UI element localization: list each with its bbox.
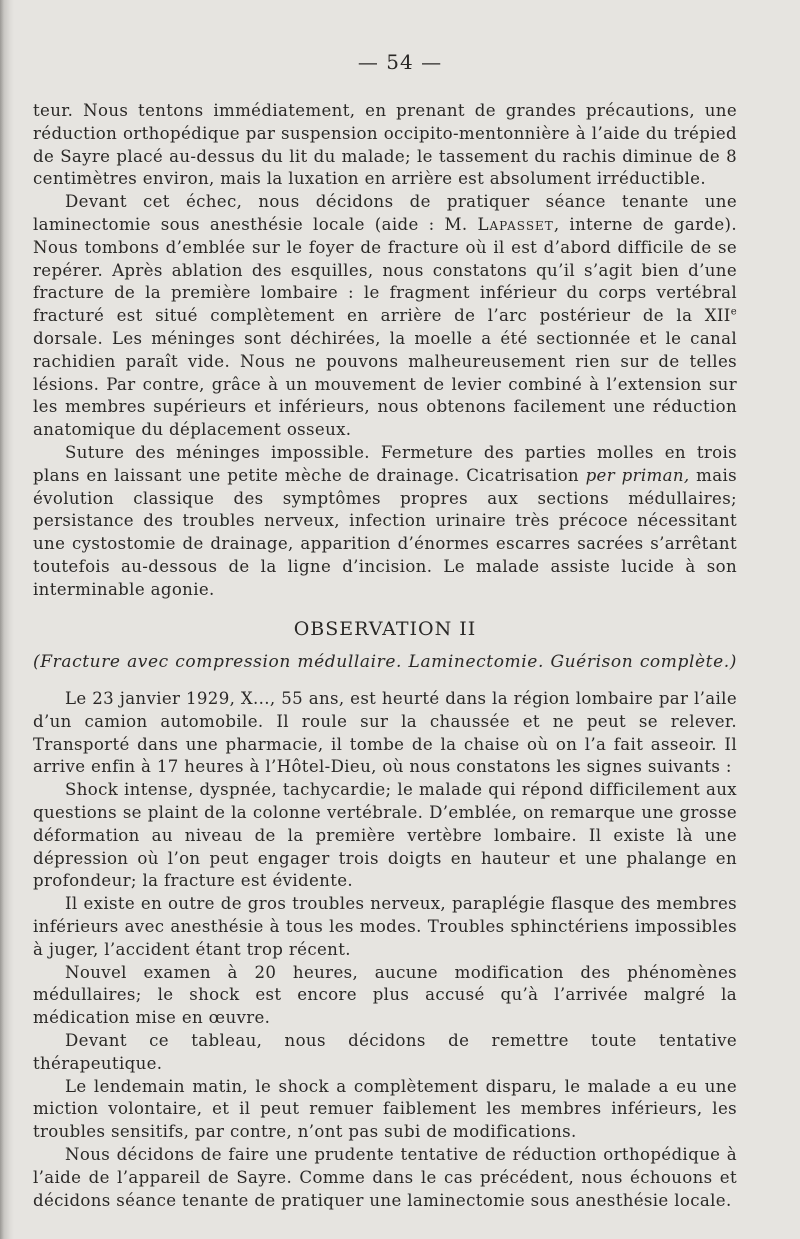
page-number: — 54 —: [357, 50, 443, 74]
latin-term: per priman,: [585, 465, 690, 485]
paragraph: Il existe en outre de gros troubles nerveux, paraplégie flasque des membres inférieurs avec anesthésie à tous les modes. Troubles sphinctériens impossibles à juger, l’accident étant trop récent.: [33, 894, 737, 959]
paragraph: teur. Nous tentons immédiatement, en prenant de grandes précautions, une réduction orthopédique par suspension occipito-mentonnière à l’aide du trépied de Sayre placé au-dessus du lit du malade; le tassement du rachis diminue de 8 centimètres environ, mais la luxation en arrière est absolument irréductible.: [33, 101, 737, 189]
section-title: OBSERVATION II: [293, 618, 477, 640]
section-subtitle: (Fracture avec compression médullaire. Laminectomie. Guérison complète.): [33, 652, 737, 672]
person-name: Lapasset: [477, 214, 554, 234]
paragraph: Shock intense, dyspnée, tachycardie; le malade qui répond difficilement aux questions se plaint de la colonne vertébrale. D’emblée, on remarque une grosse déformation au niveau de la première vertèbre lombaire. Il existe là une dépression où l’on peut engager trois doigts en hauteur et une phalange en profondeur; la fracture est évidente.: [33, 780, 737, 891]
text-block-2: [33, 688, 737, 1212]
text-block-1: [33, 100, 737, 602]
paragraph: Nous décidons de faire une prudente tentative de réduction orthopédique à l’aide de l’appareil de Sayre. Comme dans le cas précédent, nous échouons et décidons séance tenante de pratiquer une laminectomie sous anesthésie locale.: [33, 1144, 737, 1210]
paragraph: Le 23 janvier 1929, X..., 55 ans, est heurté dans la région lombaire par l’aile d’un camion automobile. Il roule sur la chaussée et ne peut se relever. Transporté dans une pharmacie, il tombe de la chaise où on l’a fait asseoir. Il arrive enfin à 17 heures à l’Hôtel-Dieu, où nous constatons les signes suivants :: [33, 689, 737, 777]
paragraph: Suture des méninges impossible. Fermeture des parties molles en trois plans en laissant une petite mèche de drainage. Cicatrisation per priman, mais évolution classique des symptômes propres aux sections médullaires; persistance des troubles nerveux, infection urinaire très précoce nécessitant une cystostomie de drainage, apparition d’énormes escarres sacrées s’arrêtant toutefois au-dessous de la ligne d’incision. Le malade assiste lucide à son interminable agonie.: [33, 442, 737, 599]
paragraph: Devant cet échec, nous décidons de pratiquer séance tenante une laminectomie sous anesthésie locale (aide : M. Lapasset, interne de garde). Nous tombons d’emblée sur le foyer de fracture où il est d’abord difficile de se repérer. Après ablation des esquilles, nous constatons qu’il s’agit bien d’une fracture de la première lombaire : le fragment inférieur du corps vertébral fracturé est situé complètement en arrière de l’arc postérieur de la XIIe dorsale. Les méninges sont déchirées, la moelle a été sectionnée et le canal rachidien paraît vide. Nous ne pouvons malheureusement rien sur de telles lésions. Par contre, grâce à un mouvement de levier combiné à l’extension sur les membres supérieurs et inférieurs, nous obtenons facilement une réduction anatomique du déplacement osseux.: [33, 192, 737, 440]
paragraph: Nouvel examen à 20 heures, aucune modification des phénomènes médullaires; le shock est encore plus accusé qu’à l’arrivée malgré la médication mise en œuvre.: [33, 962, 737, 1028]
paragraph: Le lendemain matin, le shock a complètement disparu, le malade a eu une miction volontaire, et il peut remuer faiblement les membres inférieurs, les troubles sensitifs, par contre, n’ont pas subi de modifications.: [33, 1076, 737, 1142]
paragraph: Devant ce tableau, nous décidons de remettre toute tentative thérapeutique.: [33, 1030, 737, 1073]
